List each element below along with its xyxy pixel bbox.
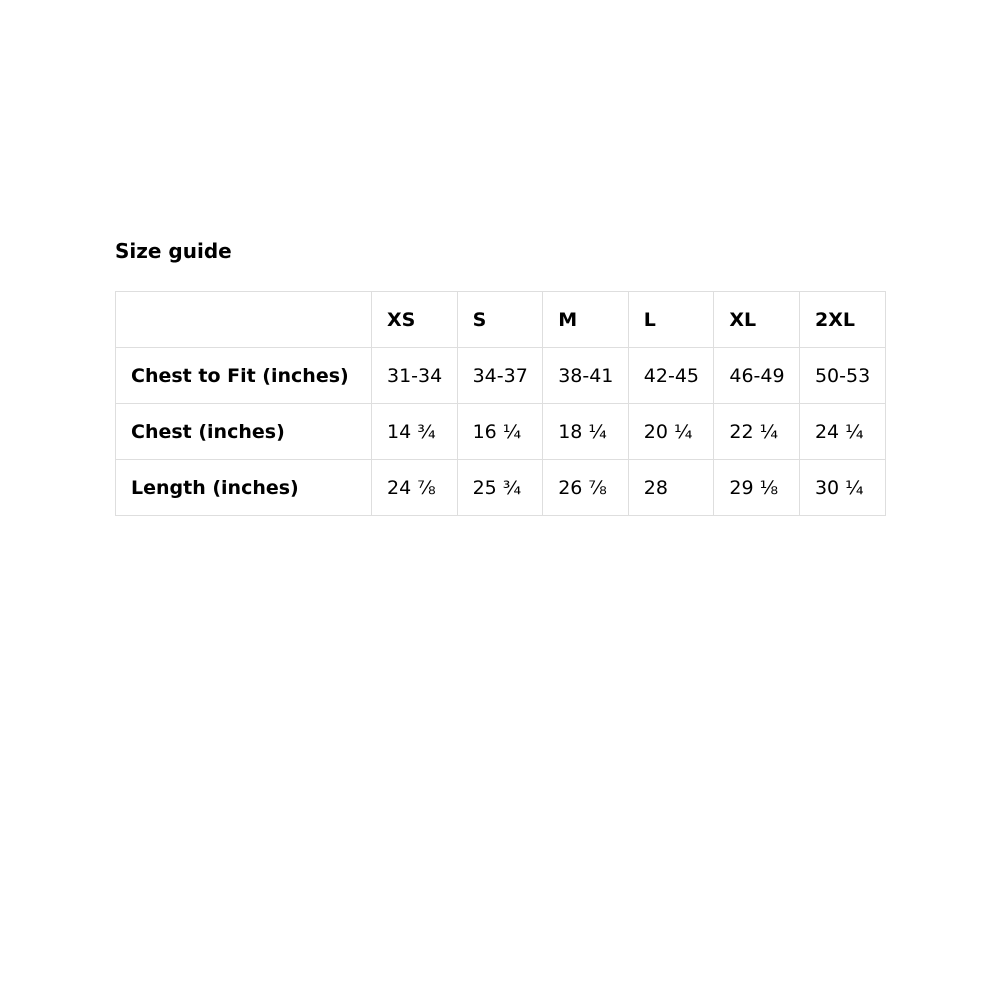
row-label: Length (inches) bbox=[116, 460, 372, 516]
size-table bbox=[115, 291, 886, 516]
table-cell: 24 ⅞ bbox=[372, 460, 458, 516]
size-guide-section bbox=[115, 238, 885, 516]
table-cell: 25 ¾ bbox=[457, 460, 543, 516]
table-cell: 46-49 bbox=[714, 348, 800, 404]
table-cell: 14 ¾ bbox=[372, 404, 458, 460]
table-cell: 18 ¼ bbox=[543, 404, 629, 460]
table-cell: 16 ¼ bbox=[457, 404, 543, 460]
row-label: Chest (inches) bbox=[116, 404, 372, 460]
row-label: Chest to Fit (inches) bbox=[116, 348, 372, 404]
table-cell: 38-41 bbox=[543, 348, 629, 404]
column-header-l: L bbox=[628, 292, 714, 348]
table-cell: 34-37 bbox=[457, 348, 543, 404]
page-title: Size guide bbox=[115, 239, 232, 263]
column-header-xs: XS bbox=[372, 292, 458, 348]
column-header-m: M bbox=[543, 292, 629, 348]
column-header-s: S bbox=[457, 292, 543, 348]
table-cell: 28 bbox=[628, 460, 714, 516]
column-header-2xl: 2XL bbox=[799, 292, 885, 348]
table-cell: 30 ¼ bbox=[799, 460, 885, 516]
table-cell: 24 ¼ bbox=[799, 404, 885, 460]
table-cell: 42-45 bbox=[628, 348, 714, 404]
table-row bbox=[116, 348, 886, 404]
table-cell: 29 ⅛ bbox=[714, 460, 800, 516]
header-row bbox=[116, 292, 886, 348]
table-cell: 20 ¼ bbox=[628, 404, 714, 460]
table-cell: 26 ⅞ bbox=[543, 460, 629, 516]
column-header-xl: XL bbox=[714, 292, 800, 348]
table-cell: 31-34 bbox=[372, 348, 458, 404]
table-row bbox=[116, 404, 886, 460]
table-cell: 22 ¼ bbox=[714, 404, 800, 460]
table-row bbox=[116, 460, 886, 516]
corner-cell bbox=[116, 292, 372, 348]
table-cell: 50-53 bbox=[799, 348, 885, 404]
